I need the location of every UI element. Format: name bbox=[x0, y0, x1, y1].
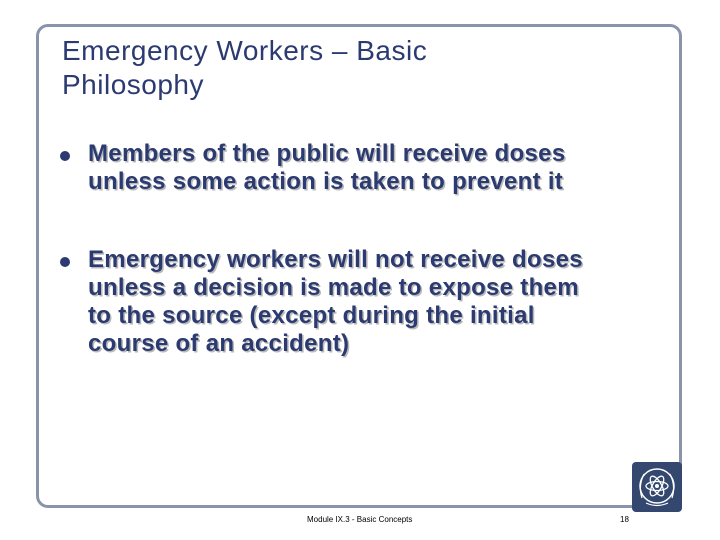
bullet-text bbox=[88, 140, 668, 196]
footer-page-number: 18 bbox=[620, 515, 629, 524]
bullet-line: Members of the public will receive doses bbox=[88, 140, 566, 167]
iaea-emblem-icon bbox=[632, 462, 682, 512]
bullet-list bbox=[58, 140, 668, 408]
footer-module: Module IX.3 - Basic Concepts bbox=[307, 515, 413, 524]
title-line-1: Emergency Workers – Basic bbox=[62, 35, 428, 66]
bullet-item bbox=[58, 140, 668, 196]
bullet-line: unless some action is taken to prevent it bbox=[88, 168, 564, 195]
bullet-line: Emergency workers will not receive doses bbox=[88, 246, 583, 273]
bullet-line: unless a decision is made to expose them bbox=[88, 274, 579, 301]
bullet-dot-icon bbox=[60, 151, 70, 161]
slide-title bbox=[62, 34, 582, 102]
bullet-dot-icon bbox=[60, 257, 70, 267]
bullet-line: to the source (except during the initial bbox=[88, 302, 535, 329]
bullet-line: course of an accident) bbox=[88, 330, 350, 357]
title-line-2: Philosophy bbox=[62, 69, 204, 100]
bullet-item bbox=[58, 246, 668, 358]
bullet-text bbox=[88, 246, 668, 358]
